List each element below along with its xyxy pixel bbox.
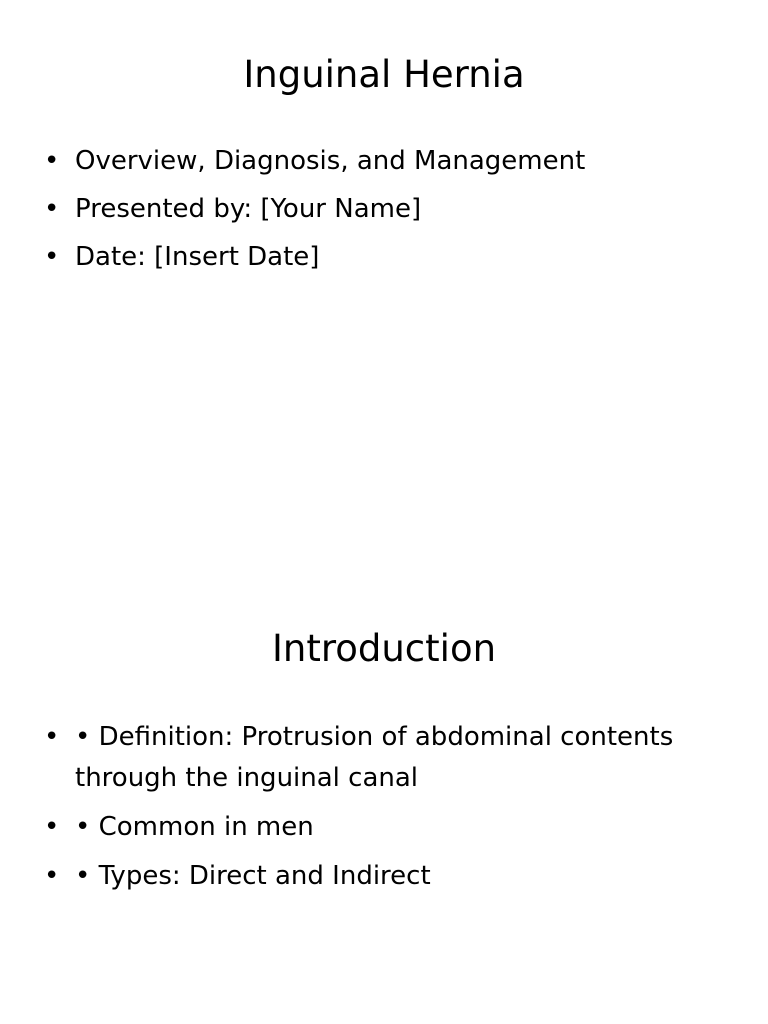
bullet-icon: • — [44, 146, 60, 176]
slide-title: Inguinal Hernia — [243, 53, 525, 96]
bullet-text: • Common in men — [75, 812, 314, 842]
bullet-item — [0, 237, 768, 277]
slide-title: Introduction — [271, 627, 497, 670]
bullet-icon: • — [44, 812, 60, 842]
bullet-list — [0, 141, 768, 285]
bullet-list — [0, 717, 768, 905]
bullet-item — [0, 141, 768, 181]
bullet-text: Presented by: [Your Name] — [75, 194, 422, 224]
bullet-text: • Types: Direct and Indirect — [75, 861, 431, 891]
bullet-text: Overview, Diagnosis, and Management — [75, 146, 586, 176]
bullet-text: Date: [Insert Date] — [75, 242, 320, 272]
slide-introduction — [0, 512, 768, 1024]
bullet-text: • Definition: Protrusion of abdominal contents through the inguinal canal — [75, 722, 674, 793]
bullet-icon: • — [44, 242, 60, 272]
bullet-item — [0, 189, 768, 229]
bullet-item — [0, 717, 768, 799]
bullet-icon: • — [44, 194, 60, 224]
bullet-item — [0, 856, 768, 897]
bullet-item — [0, 807, 768, 848]
bullet-icon: • — [44, 861, 60, 891]
bullet-icon: • — [44, 722, 60, 752]
